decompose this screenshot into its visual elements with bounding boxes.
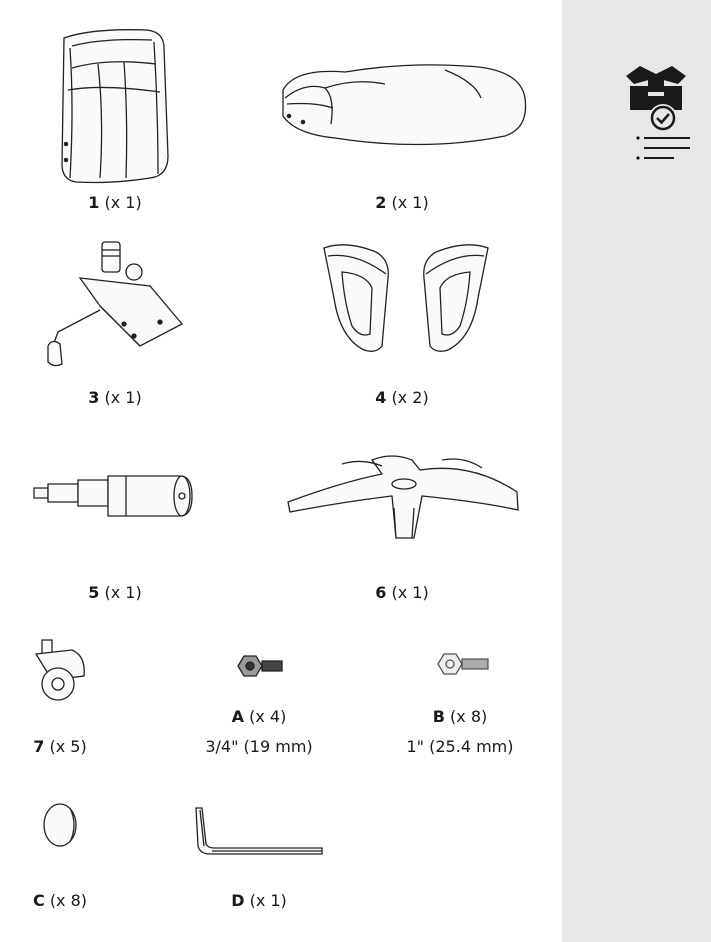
armrests-image: [316, 238, 496, 358]
cap-image: [40, 800, 82, 850]
package-checklist-icon: [620, 62, 692, 170]
part-label: 1 (x 1): [88, 193, 142, 212]
part-label: D (x 1): [231, 891, 287, 910]
part-label: A (x 4): [231, 707, 287, 726]
part-label: 4 (x 2): [375, 388, 429, 407]
part-label: 3 (x 1): [88, 388, 142, 407]
bolt-b-size: 1" (25.4 mm): [406, 737, 514, 756]
sidebar: [562, 0, 711, 942]
bolt-a-image: [234, 652, 286, 680]
allen-key-image: [190, 804, 330, 860]
part-label: 2 (x 1): [375, 193, 429, 212]
seat-image: [275, 58, 530, 158]
backrest-image: [52, 28, 178, 188]
base-image: [282, 452, 527, 544]
part-label: 7 (x 5): [33, 737, 87, 756]
tilt-mechanism-image: [40, 236, 190, 372]
bolt-a-size: 3/4" (19 mm): [205, 737, 313, 756]
caster-image: [32, 636, 92, 702]
part-label: B (x 8): [432, 707, 488, 726]
part-label: 6 (x 1): [375, 583, 429, 602]
gas-cylinder-image: [30, 468, 200, 524]
part-label: C (x 8): [32, 891, 88, 910]
bolt-b-image: [434, 650, 492, 678]
part-label: 5 (x 1): [88, 583, 142, 602]
